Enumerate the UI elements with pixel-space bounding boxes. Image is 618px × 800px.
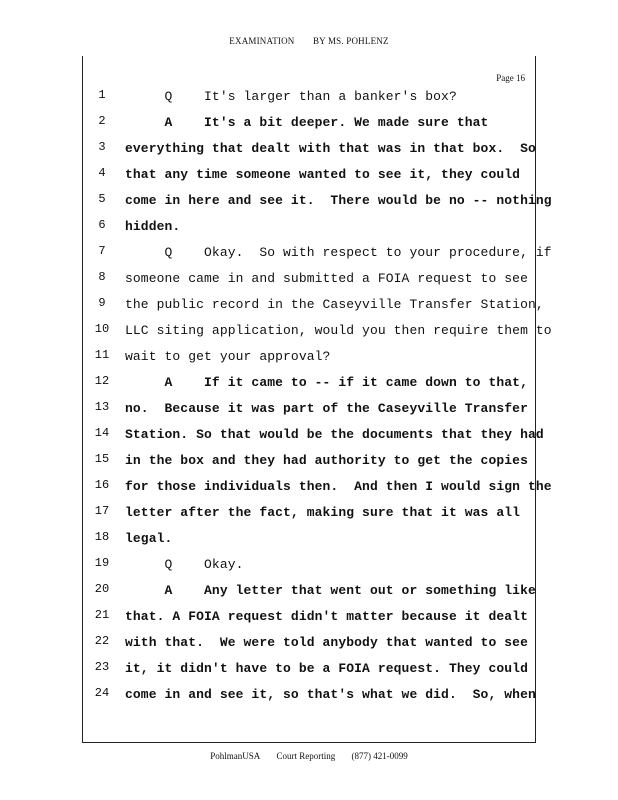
transcript-line: Q It's larger than a banker's box? xyxy=(125,89,457,104)
line-number: 11 xyxy=(94,348,110,362)
transcript-line: A Any letter that went out or something like xyxy=(125,583,536,598)
transcript-line: A If it came to -- if it came down to that, xyxy=(125,375,528,390)
transcript-line: no. Because it was part of the Caseyville Transfer xyxy=(125,401,528,416)
line-number: 6 xyxy=(98,218,106,232)
line-number: 3 xyxy=(98,140,106,154)
line-number: 22 xyxy=(94,634,110,648)
footer-service: Court Reporting xyxy=(276,751,336,761)
transcript-line: Q Okay. So with respect to your procedure, if xyxy=(125,245,552,260)
line-number: 2 xyxy=(98,114,106,128)
line-number: 21 xyxy=(94,608,110,622)
transcript-line: that. A FOIA request didn't matter because it dealt xyxy=(125,609,528,624)
transcript-line: in the box and they had authority to get the copies xyxy=(125,453,528,468)
transcript-line: hidden. xyxy=(125,219,181,234)
transcript-line: wait to get your approval? xyxy=(125,349,331,364)
line-number: 9 xyxy=(98,296,106,310)
line-number: 23 xyxy=(94,660,110,674)
transcript-line: LLC siting application, would you then require them to xyxy=(125,323,552,338)
line-number: 1 xyxy=(98,88,106,102)
page-number: Page 16 xyxy=(496,73,525,83)
line-number: 12 xyxy=(94,374,110,388)
transcript-line: letter after the fact, making sure that it was all xyxy=(125,505,521,520)
transcript-line: with that. We were told anybody that wanted to see xyxy=(125,635,528,650)
line-number: 24 xyxy=(94,686,110,700)
transcript-line: come in and see it, so that's what we did. So, when xyxy=(125,687,536,702)
line-number: 4 xyxy=(98,166,106,180)
footer-company: PohlmanUSA xyxy=(210,751,261,761)
line-number: 16 xyxy=(94,478,110,492)
line-number: 5 xyxy=(98,192,106,206)
line-number: 14 xyxy=(94,426,110,440)
transcript-line: it, it didn't have to be a FOIA request. They could xyxy=(125,661,528,676)
footer-phone: (877) 421-0099 xyxy=(351,751,408,761)
line-number: 18 xyxy=(94,530,110,544)
line-number: 15 xyxy=(94,452,110,466)
line-number: 8 xyxy=(98,270,106,284)
transcript-line: A It's a bit deeper. We made sure that xyxy=(125,115,489,130)
line-number: 17 xyxy=(94,504,110,518)
line-number: 10 xyxy=(94,322,110,336)
line-number: 20 xyxy=(94,582,110,596)
header-examiner: BY MS. POHLENZ xyxy=(312,36,389,46)
transcript-line: Q Okay. xyxy=(125,557,244,572)
transcript-line: that any time someone wanted to see it, they could xyxy=(125,167,521,182)
transcript-line: for those individuals then. And then I would sign the xyxy=(125,479,552,494)
transcript-line: everything that dealt with that was in that box. So xyxy=(125,141,536,156)
page-footer xyxy=(0,751,618,761)
header-section: EXAMINATION xyxy=(229,36,295,46)
transcript-line: legal. xyxy=(125,531,173,546)
line-number: 13 xyxy=(94,400,110,414)
transcript-line: come in here and see it. There would be no -- nothing xyxy=(125,193,552,208)
page-header xyxy=(0,36,618,46)
transcript-line: the public record in the Caseyville Transfer Station, xyxy=(125,297,544,312)
line-number: 19 xyxy=(94,556,110,570)
transcript-line: someone came in and submitted a FOIA request to see xyxy=(125,271,528,286)
line-number: 7 xyxy=(98,244,106,258)
transcript-line: Station. So that would be the documents that they had xyxy=(125,427,544,442)
